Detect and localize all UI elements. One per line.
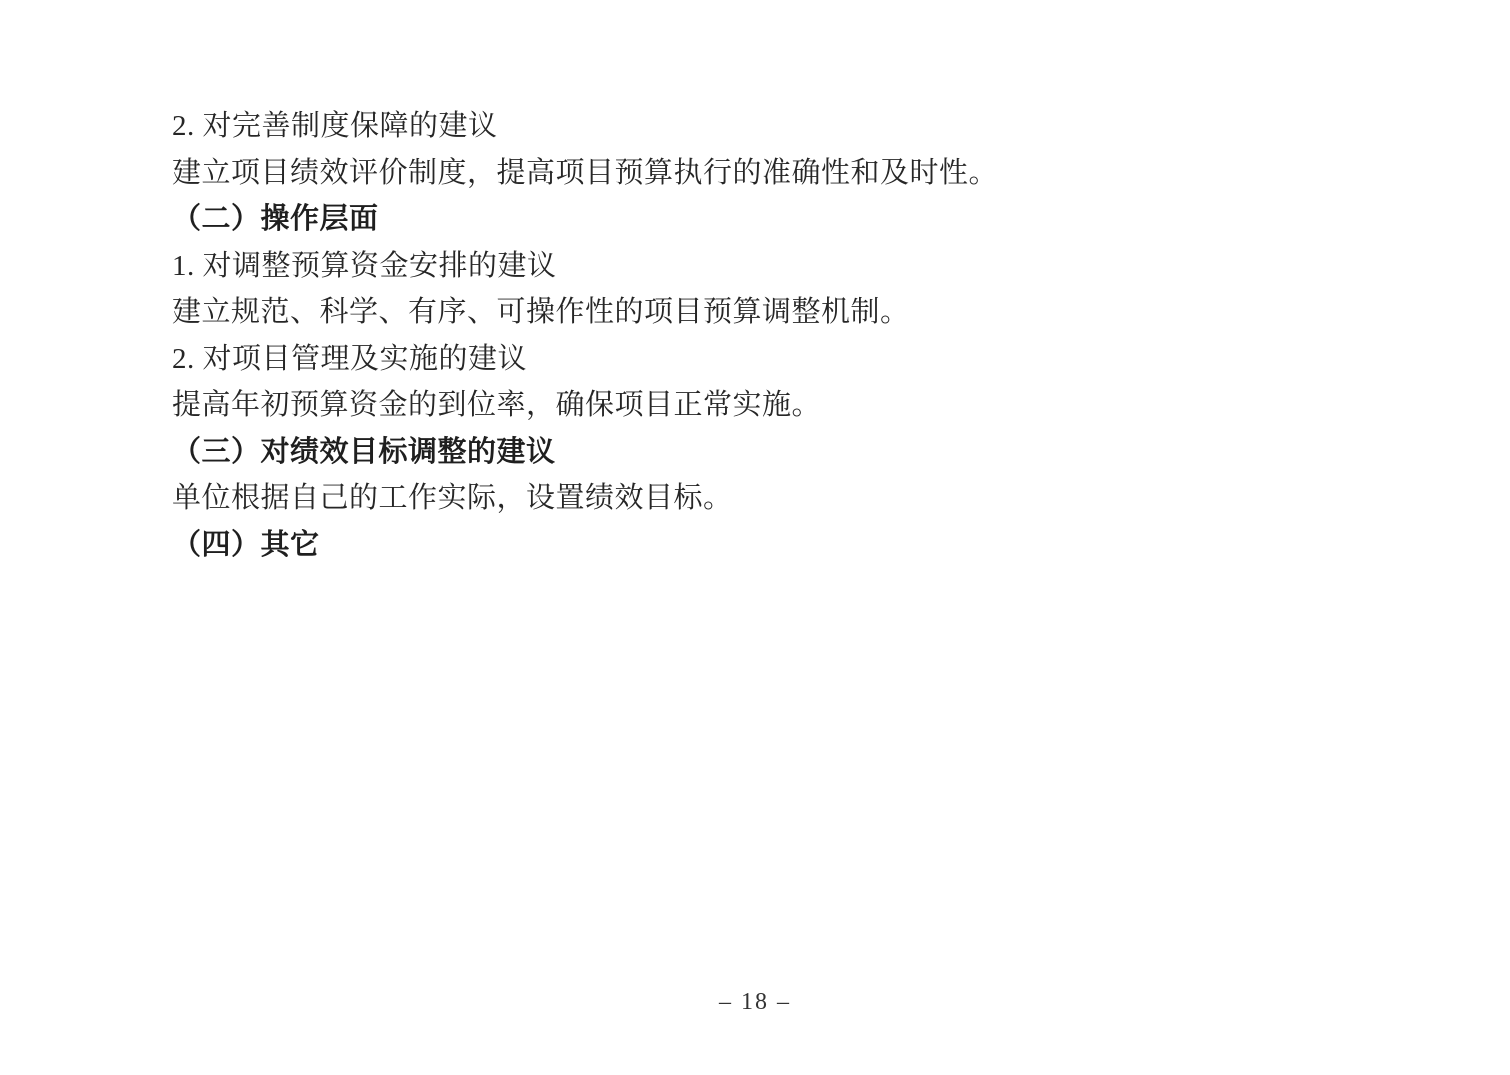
paragraph-line: 单位根据自己的工作实际，设置绩效目标。 (172, 482, 733, 514)
paragraph-line: 建立项目绩效评价制度，提高项目预算执行的准确性和及时性。 (172, 156, 999, 189)
paragraph-line: 1. 对调整预算资金安排的建议 (172, 249, 557, 282)
document-body (172, 103, 1032, 568)
paragraph-line: 2. 对项目管理及实施的建议 (172, 342, 528, 375)
section-heading: （三）对绩效目标调整的建议 (172, 435, 556, 468)
paragraph-line: 2. 对完善制度保障的建议 (172, 110, 498, 142)
page-number: – 18 – (719, 989, 791, 1015)
paragraph-line: 提高年初预算资金的到位率，确保项目正常实施。 (172, 389, 822, 421)
section-heading: （四）其它 (172, 528, 320, 561)
section-heading: （二）操作层面 (172, 203, 379, 235)
paragraph-line: 建立规范、科学、有序、可操作性的项目预算调整机制。 (172, 296, 910, 328)
